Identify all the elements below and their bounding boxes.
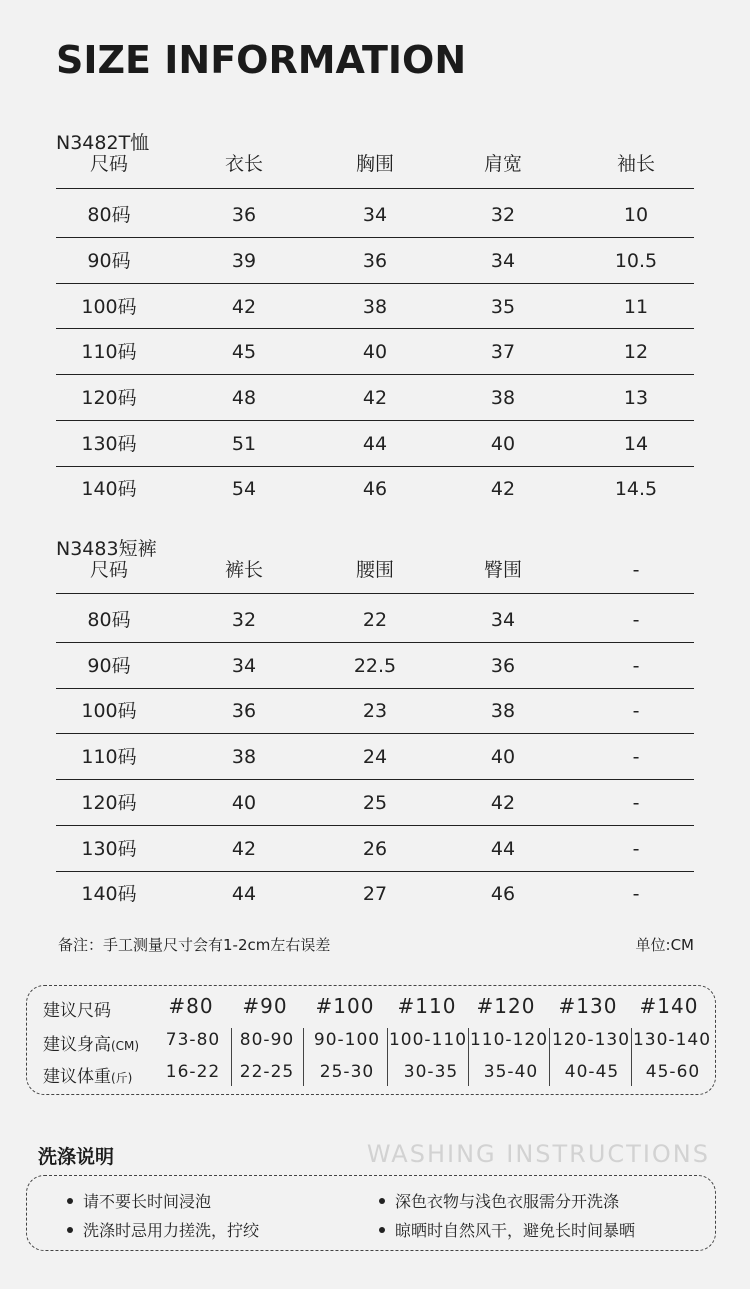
- table-cell: -: [632, 700, 640, 722]
- table-row: [56, 826, 694, 872]
- table-name: N3482T恤: [56, 132, 150, 154]
- table-row: [56, 329, 694, 375]
- table-cell: 10.5: [614, 250, 658, 272]
- rec-weight: 40-45: [564, 1062, 620, 1082]
- washing-item-text: 洗涤时忌用力搓洗，拧绞: [83, 1221, 260, 1240]
- washing-item: [379, 1189, 619, 1212]
- table-row: [56, 597, 694, 643]
- table-cell: 37: [490, 341, 516, 363]
- table-cell: 130码: [81, 433, 137, 455]
- table-cell: 45: [231, 341, 257, 363]
- table-cell: 42: [362, 387, 388, 409]
- table-cell: 35: [490, 296, 516, 318]
- table-cell: 11: [623, 296, 649, 318]
- rec-height: 120-130: [551, 1030, 631, 1050]
- table-cell: 34: [490, 609, 516, 631]
- table-cell: 40: [490, 746, 516, 768]
- table-row: [56, 688, 694, 734]
- rec-size: #140: [639, 994, 699, 1018]
- table-cell: 46: [362, 478, 388, 500]
- table-cell: -: [632, 746, 640, 768]
- column-separator: [631, 1028, 632, 1086]
- rec-weight: 25-30: [319, 1062, 375, 1082]
- table-cell: 42: [231, 838, 257, 860]
- table-cell: 40: [362, 341, 388, 363]
- column-separator: [468, 1028, 469, 1086]
- table-cell: 23: [362, 700, 388, 722]
- recommendation-box: [26, 985, 716, 1095]
- washing-item: [379, 1218, 635, 1241]
- rec-size: #90: [242, 994, 288, 1018]
- table-cell: 22.5: [353, 655, 397, 677]
- table-cell: -: [632, 838, 640, 860]
- table-cell: 42: [490, 792, 516, 814]
- header-cell: -: [632, 559, 640, 581]
- table-cell: 32: [490, 204, 516, 226]
- height-row-label: [43, 1030, 139, 1055]
- table-cell: 90码: [87, 250, 131, 272]
- table-cell: 39: [231, 250, 257, 272]
- table-header-row: [56, 141, 694, 187]
- table-cell: 22: [362, 609, 388, 631]
- table-cell: 44: [490, 838, 516, 860]
- table-name: N3483短裤: [56, 538, 157, 560]
- table-cell: 140码: [81, 883, 137, 905]
- table-cell: 110码: [81, 746, 137, 768]
- table-cell: 42: [231, 296, 257, 318]
- table-row: [56, 375, 694, 421]
- size-row-label: 建议尺码: [43, 1001, 111, 1021]
- table-cell: 36: [490, 655, 516, 677]
- table-cell: 120码: [81, 792, 137, 814]
- washing-title: 洗涤说明: [38, 1146, 115, 1168]
- table-cell: 38: [362, 296, 388, 318]
- header-cell: 衣长: [224, 153, 264, 175]
- table-row: [56, 284, 694, 330]
- column-separator: [303, 1028, 304, 1086]
- table-cell: 120码: [81, 387, 137, 409]
- table-cell: 10: [623, 204, 649, 226]
- rec-size: #130: [558, 994, 618, 1018]
- rec-height: 90-100: [313, 1030, 381, 1050]
- weight-unit: (斤): [111, 1071, 133, 1085]
- rec-height: 100-110: [388, 1030, 468, 1050]
- header-cell: 尺码: [89, 153, 129, 175]
- table-cell: 38: [231, 746, 257, 768]
- table-cell: 44: [362, 433, 388, 455]
- rec-weight: 45-60: [645, 1062, 701, 1082]
- rec-size: #80: [168, 994, 214, 1018]
- header-cell: 袖长: [616, 153, 656, 175]
- table-cell: 38: [490, 387, 516, 409]
- table-cell: 100码: [81, 700, 137, 722]
- rec-size: #110: [397, 994, 457, 1018]
- washing-item-text: 请不要长时间浸泡: [83, 1192, 212, 1211]
- table-cell: -: [632, 609, 640, 631]
- table-cell: 44: [231, 883, 257, 905]
- header-cell: 肩宽: [483, 153, 523, 175]
- table-row: [56, 421, 694, 467]
- table-row: [56, 734, 694, 780]
- header-cell: 裤长: [224, 559, 264, 581]
- header-cell: 臀围: [483, 559, 523, 581]
- table-cell: 110码: [81, 341, 137, 363]
- table-cell: 42: [490, 478, 516, 500]
- rec-height: 130-140: [632, 1030, 712, 1050]
- table-cell: 24: [362, 746, 388, 768]
- table-cell: 51: [231, 433, 257, 455]
- washing-title-en: WASHING INSTRUCTIONS: [366, 1140, 710, 1168]
- rec-weight: 22-25: [239, 1062, 295, 1082]
- table-cell: 54: [231, 478, 257, 500]
- table-cell: 40: [231, 792, 257, 814]
- washing-item-text: 晾晒时自然风干，避免长时间暴晒: [395, 1221, 636, 1240]
- height-unit: (CM): [111, 1039, 140, 1053]
- rec-size: #100: [315, 994, 375, 1018]
- bullet-icon: [67, 1227, 73, 1233]
- table-cell: 48: [231, 387, 257, 409]
- table-cell: 90码: [87, 655, 131, 677]
- rec-size: #120: [476, 994, 536, 1018]
- table-cell: 38: [490, 700, 516, 722]
- rec-height: 80-90: [239, 1030, 295, 1050]
- header-cell: 胸围: [355, 153, 395, 175]
- table-cell: -: [632, 792, 640, 814]
- table-cell: -: [632, 655, 640, 677]
- washing-item: [67, 1189, 211, 1212]
- unit-label: 单位:CM: [635, 936, 694, 954]
- table-row: [56, 238, 694, 284]
- column-separator: [231, 1028, 232, 1086]
- table-cell: 130码: [81, 838, 137, 860]
- height-label: 建议身高: [43, 1035, 111, 1055]
- washing-item: [67, 1218, 259, 1241]
- bullet-icon: [67, 1198, 73, 1204]
- table-header-row: [56, 547, 694, 593]
- weight-label: 建议体重: [43, 1067, 111, 1087]
- table-row: [56, 643, 694, 689]
- washing-box: [26, 1175, 716, 1251]
- table-cell: 36: [231, 204, 257, 226]
- rec-height: 110-120: [469, 1030, 549, 1050]
- table-cell: 46: [490, 883, 516, 905]
- table-cell: 34: [490, 250, 516, 272]
- table-cell: 12: [623, 341, 649, 363]
- table-cell: 40: [490, 433, 516, 455]
- rec-weight: 16-22: [165, 1062, 221, 1082]
- table-cell: -: [632, 883, 640, 905]
- column-separator: [387, 1028, 388, 1086]
- table-row: [56, 871, 694, 917]
- table-cell: 26: [362, 838, 388, 860]
- table-cell: 36: [362, 250, 388, 272]
- table-cell: 80码: [87, 609, 131, 631]
- table-cell: 34: [231, 655, 257, 677]
- weight-row-label: [43, 1062, 132, 1087]
- table-cell: 25: [362, 792, 388, 814]
- table-cell: 27: [362, 883, 388, 905]
- bullet-icon: [379, 1198, 385, 1204]
- table-row: [56, 466, 694, 512]
- table-cell: 34: [362, 204, 388, 226]
- table-cell: 13: [623, 387, 649, 409]
- table-cell: 32: [231, 609, 257, 631]
- divider: [56, 593, 694, 594]
- header-cell: 腰围: [355, 559, 395, 581]
- washing-item-text: 深色衣物与浅色衣服需分开洗涤: [395, 1192, 620, 1211]
- divider: [56, 188, 694, 189]
- table-cell: 14.5: [614, 478, 658, 500]
- table-cell: 140码: [81, 478, 137, 500]
- bullet-icon: [379, 1227, 385, 1233]
- page-title: SIZE INFORMATION: [56, 38, 467, 82]
- table-row: [56, 192, 694, 238]
- rec-height: 73-80: [165, 1030, 221, 1050]
- table-cell: 80码: [87, 204, 131, 226]
- table-cell: 14: [623, 433, 649, 455]
- header-cell: 尺码: [89, 559, 129, 581]
- column-separator: [549, 1028, 550, 1086]
- measurement-note: 备注：手工测量尺寸会有1-2cm左右误差: [58, 936, 331, 954]
- rec-weight: 35-40: [483, 1062, 539, 1082]
- table-cell: 36: [231, 700, 257, 722]
- table-cell: 100码: [81, 296, 137, 318]
- table-row: [56, 780, 694, 826]
- rec-weight: 30-35: [403, 1062, 459, 1082]
